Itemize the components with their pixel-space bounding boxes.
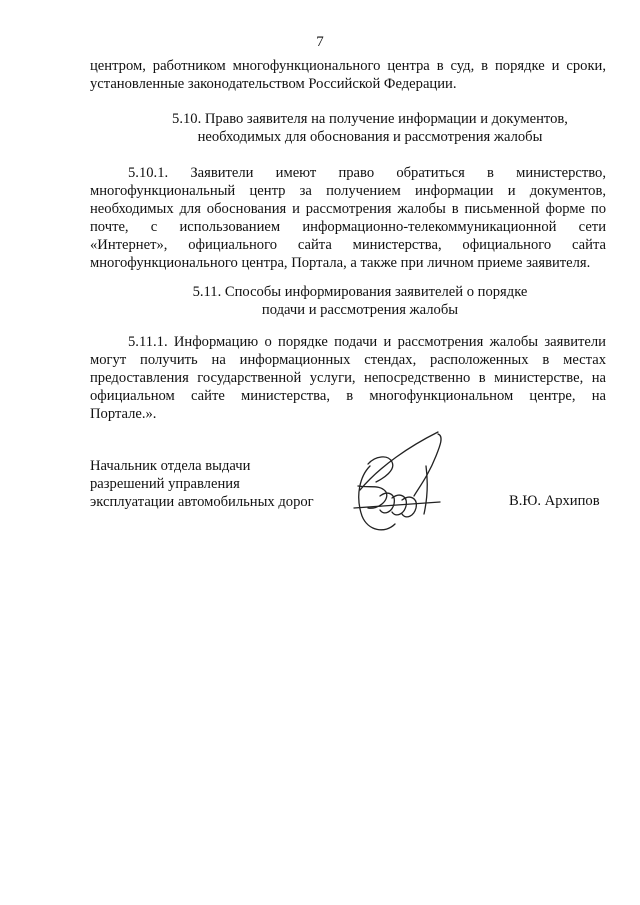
section-5-10-1-paragraph	[90, 164, 606, 272]
section-5-11-1-line-4: официальном сайте министерства, в многофункциональном центре, на	[90, 388, 606, 404]
section-5-11-heading-line-2: подачи и рассмотрения жалобы	[261, 302, 459, 318]
section-5-10-1-line-4: почте, с использованием информационно-телекоммуникационной сети	[90, 219, 606, 235]
section-5-11-1-line-3: предоставления государственной услуги, непосредственно в министерстве, на	[90, 370, 606, 386]
intro-line-1: центром, работником многофункционального центра в суд, в порядке и сроки,	[90, 58, 606, 74]
handwritten-signature	[340, 426, 450, 546]
section-5-10-1-line-6: многофункционального центра, Портала, а также при личном приеме заявителя.	[90, 255, 591, 271]
section-5-10-1-line-1: 5.10.1. Заявители имеют право обратиться в министерство,	[128, 165, 606, 181]
section-5-11-1-line-5: Портале.».	[90, 406, 157, 422]
page-number: 7	[316, 34, 324, 50]
section-5-11-heading-line-1: 5.11. Способы информирования заявителей о порядке	[192, 284, 528, 300]
signatory-position	[90, 457, 314, 511]
section-5-11-1-paragraph	[90, 333, 606, 423]
signatory-position-line-2: разрешений управления	[90, 476, 240, 492]
section-5-11-1-line-1: 5.11.1. Информацию о порядке подачи и рассмотрения жалобы заявители	[128, 334, 606, 350]
section-5-10-1-line-3: необходимых для обоснования и рассмотрения жалобы в письменной форме по	[90, 201, 606, 217]
signatory-position-line-3: эксплуатации автомобильных дорог	[90, 494, 314, 510]
section-5-10-heading	[80, 110, 640, 146]
signatory-position-line-1: Начальник отдела выдачи	[90, 458, 251, 474]
section-5-10-heading-line-2: необходимых для обоснования и рассмотрения жалобы	[197, 129, 543, 145]
section-5-10-1-line-5: «Интернет», официального сайта министерства, официального сайта	[90, 237, 606, 253]
section-5-10-heading-line-1: 5.10. Право заявителя на получение информации и документов,	[172, 111, 568, 127]
section-5-10-1-line-2: многофункциональный центр за получением информации и документов,	[90, 183, 606, 199]
intro-line-2: установленные законодательством Российской Федерации.	[90, 76, 457, 92]
section-5-11-heading	[90, 283, 630, 319]
section-5-11-1-line-2: могут получить на информационных стендах, расположенных в местах	[90, 352, 606, 368]
signer-name: В.Ю. Архипов	[509, 493, 600, 509]
intro-paragraph	[90, 57, 606, 93]
